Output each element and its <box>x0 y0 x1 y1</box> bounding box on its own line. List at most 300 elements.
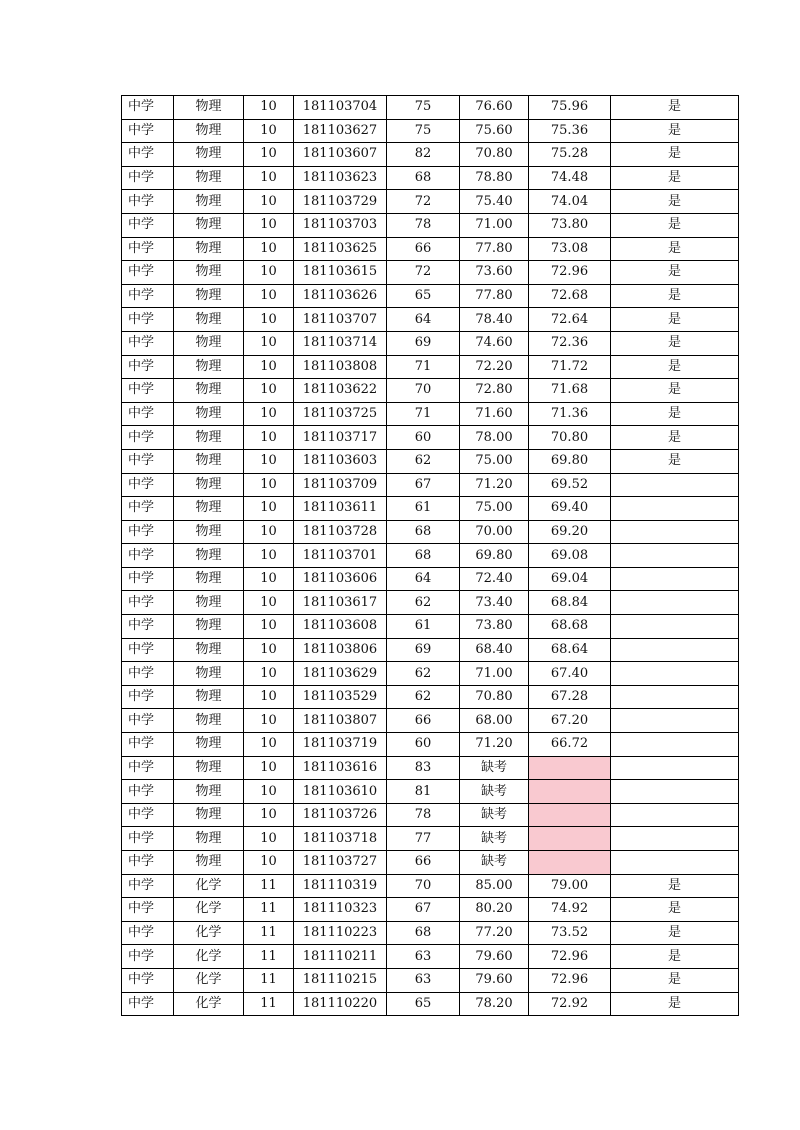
subject-cell: 物理 <box>174 709 244 733</box>
subject-cell: 物理 <box>174 497 244 521</box>
interview-score-cell: 77.80 <box>460 237 529 261</box>
exam-id-cell: 181110319 <box>294 874 387 898</box>
interview-score-cell: 77.80 <box>460 284 529 308</box>
qualified-cell: 是 <box>611 874 739 898</box>
interview-score-cell: 缺考 <box>460 827 529 851</box>
subject-cell: 物理 <box>174 685 244 709</box>
total-score-cell: 74.92 <box>529 898 611 922</box>
written-score-cell: 62 <box>387 685 460 709</box>
interview-score-cell: 75.00 <box>460 449 529 473</box>
level-cell: 中学 <box>122 520 174 544</box>
code-cell: 11 <box>244 992 294 1016</box>
subject-cell: 物理 <box>174 355 244 379</box>
written-score-cell: 65 <box>387 992 460 1016</box>
written-score-cell: 77 <box>387 827 460 851</box>
qualified-cell: 是 <box>611 449 739 473</box>
qualified-cell: 是 <box>611 426 739 450</box>
code-cell: 10 <box>244 96 294 120</box>
interview-score-cell: 71.20 <box>460 473 529 497</box>
exam-id-cell: 181110211 <box>294 945 387 969</box>
level-cell: 中学 <box>122 308 174 332</box>
code-cell: 10 <box>244 402 294 426</box>
qualified-cell <box>611 662 739 686</box>
written-score-cell: 64 <box>387 567 460 591</box>
written-score-cell: 72 <box>387 261 460 285</box>
exam-id-cell: 181103529 <box>294 685 387 709</box>
code-cell: 10 <box>244 143 294 167</box>
score-table <box>121 95 739 1016</box>
total-score-cell <box>529 803 611 827</box>
interview-score-cell: 80.20 <box>460 898 529 922</box>
written-score-cell: 62 <box>387 449 460 473</box>
exam-id-cell: 181103719 <box>294 733 387 757</box>
written-score-cell: 67 <box>387 473 460 497</box>
subject-cell: 物理 <box>174 851 244 875</box>
subject-cell: 物理 <box>174 473 244 497</box>
code-cell: 10 <box>244 497 294 521</box>
table-row <box>122 992 739 1016</box>
qualified-cell <box>611 544 739 568</box>
total-score-cell: 73.80 <box>529 213 611 237</box>
interview-score-cell: 73.60 <box>460 261 529 285</box>
exam-id-cell: 181103622 <box>294 379 387 403</box>
interview-score-cell: 70.80 <box>460 143 529 167</box>
table-row <box>122 638 739 662</box>
interview-score-cell: 73.40 <box>460 591 529 615</box>
total-score-cell: 67.28 <box>529 685 611 709</box>
exam-id-cell: 181103629 <box>294 662 387 686</box>
qualified-cell <box>611 473 739 497</box>
exam-id-cell: 181110220 <box>294 992 387 1016</box>
subject-cell: 物理 <box>174 544 244 568</box>
code-cell: 10 <box>244 355 294 379</box>
interview-score-cell: 缺考 <box>460 803 529 827</box>
level-cell: 中学 <box>122 780 174 804</box>
code-cell: 10 <box>244 685 294 709</box>
table-row <box>122 780 739 804</box>
qualified-cell: 是 <box>611 921 739 945</box>
written-score-cell: 68 <box>387 166 460 190</box>
exam-id-cell: 181103707 <box>294 308 387 332</box>
qualified-cell: 是 <box>611 331 739 355</box>
table-row <box>122 96 739 120</box>
exam-id-cell: 181103717 <box>294 426 387 450</box>
exam-id-cell: 181103729 <box>294 190 387 214</box>
exam-id-cell: 181103704 <box>294 96 387 120</box>
total-score-cell <box>529 851 611 875</box>
level-cell: 中学 <box>122 921 174 945</box>
exam-id-cell: 181103610 <box>294 780 387 804</box>
code-cell: 10 <box>244 803 294 827</box>
level-cell: 中学 <box>122 379 174 403</box>
table-row <box>122 898 739 922</box>
code-cell: 10 <box>244 379 294 403</box>
exam-id-cell: 181103607 <box>294 143 387 167</box>
exam-id-cell: 181103625 <box>294 237 387 261</box>
total-score-cell: 74.48 <box>529 166 611 190</box>
interview-score-cell: 78.00 <box>460 426 529 450</box>
interview-score-cell: 缺考 <box>460 851 529 875</box>
interview-score-cell: 76.60 <box>460 96 529 120</box>
level-cell: 中学 <box>122 662 174 686</box>
qualified-cell <box>611 520 739 544</box>
written-score-cell: 78 <box>387 803 460 827</box>
exam-id-cell: 181103718 <box>294 827 387 851</box>
level-cell: 中学 <box>122 331 174 355</box>
table-row <box>122 426 739 450</box>
subject-cell: 化学 <box>174 898 244 922</box>
subject-cell: 物理 <box>174 638 244 662</box>
written-score-cell: 61 <box>387 615 460 639</box>
subject-cell: 化学 <box>174 992 244 1016</box>
table-row <box>122 733 739 757</box>
table-row <box>122 874 739 898</box>
total-score-cell: 68.84 <box>529 591 611 615</box>
exam-id-cell: 181103603 <box>294 449 387 473</box>
qualified-cell: 是 <box>611 213 739 237</box>
level-cell: 中学 <box>122 898 174 922</box>
total-score-cell: 72.68 <box>529 284 611 308</box>
code-cell: 10 <box>244 733 294 757</box>
total-score-cell: 69.52 <box>529 473 611 497</box>
level-cell: 中学 <box>122 96 174 120</box>
interview-score-cell: 71.00 <box>460 213 529 237</box>
qualified-cell: 是 <box>611 968 739 992</box>
qualified-cell: 是 <box>611 898 739 922</box>
code-cell: 11 <box>244 874 294 898</box>
table-row <box>122 213 739 237</box>
level-cell: 中学 <box>122 143 174 167</box>
total-score-cell: 75.36 <box>529 119 611 143</box>
table-row <box>122 520 739 544</box>
exam-id-cell: 181103703 <box>294 213 387 237</box>
exam-id-cell: 181103808 <box>294 355 387 379</box>
written-score-cell: 66 <box>387 709 460 733</box>
exam-id-cell: 181103714 <box>294 331 387 355</box>
subject-cell: 化学 <box>174 968 244 992</box>
exam-id-cell: 181103611 <box>294 497 387 521</box>
subject-cell: 物理 <box>174 780 244 804</box>
written-score-cell: 68 <box>387 520 460 544</box>
written-score-cell: 68 <box>387 544 460 568</box>
qualified-cell: 是 <box>611 945 739 969</box>
table-row <box>122 591 739 615</box>
written-score-cell: 75 <box>387 96 460 120</box>
exam-id-cell: 181103616 <box>294 756 387 780</box>
subject-cell: 化学 <box>174 945 244 969</box>
total-score-cell: 72.96 <box>529 968 611 992</box>
qualified-cell: 是 <box>611 143 739 167</box>
qualified-cell <box>611 709 739 733</box>
interview-score-cell: 71.00 <box>460 662 529 686</box>
exam-id-cell: 181110323 <box>294 898 387 922</box>
written-score-cell: 72 <box>387 190 460 214</box>
qualified-cell <box>611 567 739 591</box>
table-row <box>122 261 739 285</box>
level-cell: 中学 <box>122 968 174 992</box>
table-row <box>122 968 739 992</box>
level-cell: 中学 <box>122 166 174 190</box>
table-row <box>122 143 739 167</box>
interview-score-cell: 71.60 <box>460 402 529 426</box>
total-score-cell: 69.40 <box>529 497 611 521</box>
interview-score-cell: 85.00 <box>460 874 529 898</box>
subject-cell: 物理 <box>174 261 244 285</box>
table-row <box>122 449 739 473</box>
table-row <box>122 685 739 709</box>
written-score-cell: 83 <box>387 756 460 780</box>
total-score-cell <box>529 756 611 780</box>
table-row <box>122 662 739 686</box>
code-cell: 10 <box>244 331 294 355</box>
level-cell: 中学 <box>122 945 174 969</box>
total-score-cell: 71.36 <box>529 402 611 426</box>
subject-cell: 物理 <box>174 213 244 237</box>
qualified-cell <box>611 733 739 757</box>
code-cell: 10 <box>244 851 294 875</box>
written-score-cell: 78 <box>387 213 460 237</box>
written-score-cell: 63 <box>387 945 460 969</box>
total-score-cell: 68.64 <box>529 638 611 662</box>
code-cell: 10 <box>244 119 294 143</box>
subject-cell: 物理 <box>174 426 244 450</box>
code-cell: 10 <box>244 473 294 497</box>
level-cell: 中学 <box>122 615 174 639</box>
total-score-cell: 66.72 <box>529 733 611 757</box>
interview-score-cell: 75.40 <box>460 190 529 214</box>
written-score-cell: 65 <box>387 284 460 308</box>
code-cell: 11 <box>244 945 294 969</box>
total-score-cell: 69.20 <box>529 520 611 544</box>
exam-id-cell: 181103606 <box>294 567 387 591</box>
level-cell: 中学 <box>122 237 174 261</box>
code-cell: 10 <box>244 426 294 450</box>
total-score-cell: 69.80 <box>529 449 611 473</box>
interview-score-cell: 71.20 <box>460 733 529 757</box>
written-score-cell: 69 <box>387 638 460 662</box>
table-row <box>122 709 739 733</box>
code-cell: 11 <box>244 898 294 922</box>
code-cell: 11 <box>244 921 294 945</box>
interview-score-cell: 68.40 <box>460 638 529 662</box>
written-score-cell: 81 <box>387 780 460 804</box>
total-score-cell: 71.72 <box>529 355 611 379</box>
total-score-cell: 73.52 <box>529 921 611 945</box>
qualified-cell: 是 <box>611 379 739 403</box>
written-score-cell: 69 <box>387 331 460 355</box>
level-cell: 中学 <box>122 426 174 450</box>
interview-score-cell: 73.80 <box>460 615 529 639</box>
subject-cell: 物理 <box>174 615 244 639</box>
qualified-cell <box>611 615 739 639</box>
exam-id-cell: 181103728 <box>294 520 387 544</box>
exam-id-cell: 181103726 <box>294 803 387 827</box>
total-score-cell: 67.40 <box>529 662 611 686</box>
table-row <box>122 355 739 379</box>
total-score-cell: 74.04 <box>529 190 611 214</box>
table-row <box>122 402 739 426</box>
code-cell: 10 <box>244 756 294 780</box>
level-cell: 中学 <box>122 638 174 662</box>
code-cell: 10 <box>244 284 294 308</box>
written-score-cell: 66 <box>387 237 460 261</box>
interview-score-cell: 78.20 <box>460 992 529 1016</box>
interview-score-cell: 77.20 <box>460 921 529 945</box>
table-row <box>122 567 739 591</box>
written-score-cell: 61 <box>387 497 460 521</box>
table-row <box>122 119 739 143</box>
written-score-cell: 70 <box>387 379 460 403</box>
qualified-cell <box>611 685 739 709</box>
total-score-cell: 75.96 <box>529 96 611 120</box>
total-score-cell: 69.08 <box>529 544 611 568</box>
level-cell: 中学 <box>122 355 174 379</box>
code-cell: 10 <box>244 213 294 237</box>
qualified-cell: 是 <box>611 308 739 332</box>
written-score-cell: 62 <box>387 591 460 615</box>
table-row <box>122 945 739 969</box>
interview-score-cell: 缺考 <box>460 756 529 780</box>
qualified-cell: 是 <box>611 992 739 1016</box>
subject-cell: 物理 <box>174 96 244 120</box>
table-row <box>122 921 739 945</box>
table-row <box>122 237 739 261</box>
subject-cell: 物理 <box>174 143 244 167</box>
written-score-cell: 63 <box>387 968 460 992</box>
written-score-cell: 66 <box>387 851 460 875</box>
subject-cell: 物理 <box>174 237 244 261</box>
exam-id-cell: 181103627 <box>294 119 387 143</box>
interview-score-cell: 69.80 <box>460 544 529 568</box>
qualified-cell <box>611 851 739 875</box>
table-row <box>122 190 739 214</box>
interview-score-cell: 70.80 <box>460 685 529 709</box>
table-row <box>122 166 739 190</box>
code-cell: 10 <box>244 544 294 568</box>
total-score-cell <box>529 827 611 851</box>
qualified-cell <box>611 756 739 780</box>
exam-id-cell: 181103608 <box>294 615 387 639</box>
code-cell: 10 <box>244 827 294 851</box>
level-cell: 中学 <box>122 992 174 1016</box>
code-cell: 10 <box>244 638 294 662</box>
written-score-cell: 62 <box>387 662 460 686</box>
written-score-cell: 71 <box>387 355 460 379</box>
exam-id-cell: 181103626 <box>294 284 387 308</box>
level-cell: 中学 <box>122 190 174 214</box>
code-cell: 10 <box>244 237 294 261</box>
interview-score-cell: 72.80 <box>460 379 529 403</box>
interview-score-cell: 79.60 <box>460 968 529 992</box>
total-score-cell: 67.20 <box>529 709 611 733</box>
table-row <box>122 284 739 308</box>
qualified-cell: 是 <box>611 190 739 214</box>
qualified-cell: 是 <box>611 402 739 426</box>
exam-id-cell: 181103807 <box>294 709 387 733</box>
table-row <box>122 851 739 875</box>
subject-cell: 物理 <box>174 591 244 615</box>
level-cell: 中学 <box>122 402 174 426</box>
exam-id-cell: 181103709 <box>294 473 387 497</box>
qualified-cell <box>611 591 739 615</box>
interview-score-cell: 75.60 <box>460 119 529 143</box>
written-score-cell: 60 <box>387 733 460 757</box>
level-cell: 中学 <box>122 473 174 497</box>
interview-score-cell: 68.00 <box>460 709 529 733</box>
level-cell: 中学 <box>122 756 174 780</box>
total-score-cell: 72.96 <box>529 261 611 285</box>
interview-score-cell: 74.60 <box>460 331 529 355</box>
written-score-cell: 64 <box>387 308 460 332</box>
total-score-cell: 79.00 <box>529 874 611 898</box>
level-cell: 中学 <box>122 733 174 757</box>
subject-cell: 化学 <box>174 874 244 898</box>
level-cell: 中学 <box>122 544 174 568</box>
exam-id-cell: 181103725 <box>294 402 387 426</box>
table-row <box>122 803 739 827</box>
total-score-cell: 71.68 <box>529 379 611 403</box>
subject-cell: 物理 <box>174 402 244 426</box>
total-score-cell: 69.04 <box>529 567 611 591</box>
interview-score-cell: 78.40 <box>460 308 529 332</box>
qualified-cell: 是 <box>611 96 739 120</box>
exam-id-cell: 181103806 <box>294 638 387 662</box>
total-score-cell: 72.92 <box>529 992 611 1016</box>
subject-cell: 物理 <box>174 520 244 544</box>
interview-score-cell: 72.40 <box>460 567 529 591</box>
exam-id-cell: 181103615 <box>294 261 387 285</box>
level-cell: 中学 <box>122 119 174 143</box>
subject-cell: 物理 <box>174 662 244 686</box>
qualified-cell <box>611 780 739 804</box>
qualified-cell <box>611 827 739 851</box>
code-cell: 10 <box>244 567 294 591</box>
code-cell: 10 <box>244 308 294 332</box>
code-cell: 10 <box>244 709 294 733</box>
interview-score-cell: 72.20 <box>460 355 529 379</box>
level-cell: 中学 <box>122 213 174 237</box>
level-cell: 中学 <box>122 284 174 308</box>
qualified-cell <box>611 803 739 827</box>
code-cell: 10 <box>244 449 294 473</box>
table-row <box>122 544 739 568</box>
code-cell: 10 <box>244 261 294 285</box>
interview-score-cell: 70.00 <box>460 520 529 544</box>
qualified-cell: 是 <box>611 237 739 261</box>
exam-id-cell: 181110215 <box>294 968 387 992</box>
qualified-cell: 是 <box>611 355 739 379</box>
subject-cell: 物理 <box>174 379 244 403</box>
exam-id-cell: 181103623 <box>294 166 387 190</box>
interview-score-cell: 75.00 <box>460 497 529 521</box>
interview-score-cell: 79.60 <box>460 945 529 969</box>
level-cell: 中学 <box>122 261 174 285</box>
code-cell: 10 <box>244 591 294 615</box>
written-score-cell: 67 <box>387 898 460 922</box>
written-score-cell: 82 <box>387 143 460 167</box>
subject-cell: 物理 <box>174 308 244 332</box>
code-cell: 10 <box>244 190 294 214</box>
level-cell: 中学 <box>122 497 174 521</box>
level-cell: 中学 <box>122 449 174 473</box>
level-cell: 中学 <box>122 874 174 898</box>
level-cell: 中学 <box>122 685 174 709</box>
subject-cell: 物理 <box>174 190 244 214</box>
table-row <box>122 473 739 497</box>
total-score-cell: 73.08 <box>529 237 611 261</box>
subject-cell: 物理 <box>174 827 244 851</box>
total-score-cell: 72.96 <box>529 945 611 969</box>
